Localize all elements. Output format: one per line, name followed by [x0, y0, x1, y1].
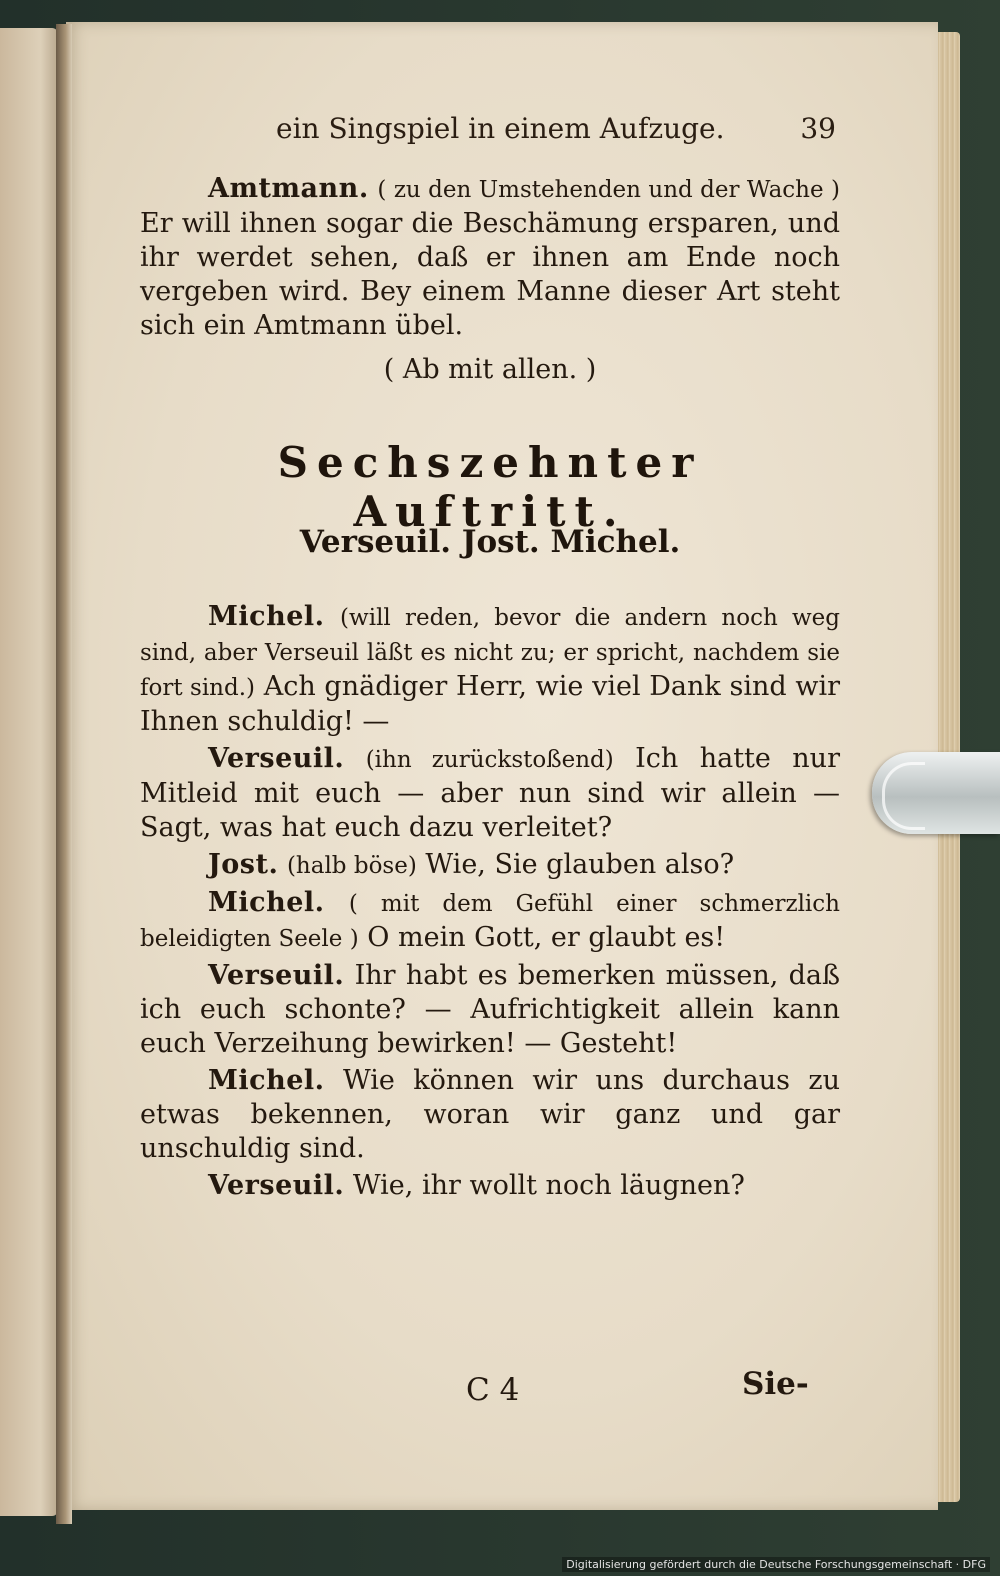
speaker-name: Michel.: [208, 601, 325, 632]
book-gutter: [56, 24, 72, 1524]
page-clip: [872, 752, 1000, 834]
dialogue-line: [140, 848, 840, 883]
running-head: [276, 112, 836, 145]
dialogue-line: [140, 959, 840, 1061]
signature-mark: C 4: [466, 1372, 520, 1408]
dialogue: [140, 600, 840, 1206]
speaker-name: Verseuil.: [208, 960, 345, 991]
dialogue-text: Wie können wir uns durchaus zu etwas bekennen, woran wir ganz und gar unschuldig sind.: [140, 1065, 840, 1164]
speaker-name: Verseuil.: [208, 1170, 345, 1201]
page-number: 39: [800, 112, 836, 145]
dialogue-line: [140, 742, 840, 845]
exit-direction: ( Ab mit allen. ): [383, 354, 597, 385]
dialogue-text: Ach gnädiger Herr, wie viel Dank sind wir Ihnen schuldig! —: [140, 671, 840, 737]
dialogue-line: [140, 600, 840, 739]
left-page-edge: [0, 28, 58, 1516]
catchword: Sie-: [742, 1366, 809, 1402]
speaker-name: Michel.: [208, 887, 325, 918]
stage-direction: ( zu den Umstehenden und der Wache ): [377, 177, 840, 203]
digitization-credit: Digitalisierung gefördert durch die Deutsche Forschungsgemeinschaft · DFG: [562, 1557, 990, 1572]
stage-direction: (will reden, bevor die andern noch weg sind, aber Verseuil läßt es nicht zu; er spricht, nachdem sie fort sind.): [140, 605, 840, 701]
dialogue-line: [140, 1064, 840, 1166]
stage-direction: ( mit dem Gefühl einer schmerzlich beleidigten Seele ): [140, 891, 840, 952]
dialogue-line: [140, 886, 840, 956]
opening-speech: [140, 172, 840, 346]
scene-title: Sechszehnter Auftritt.: [277, 438, 703, 536]
dialogue-text: Wie, ihr wollt noch läugnen?: [352, 1170, 745, 1201]
speaker-name: Verseuil.: [208, 743, 345, 774]
speech-paragraph: [140, 172, 840, 343]
stage-direction: (ihn zurückstoßend): [365, 747, 614, 773]
dialogue-text: O mein Gott, er glaubt es!: [367, 922, 726, 953]
speaker-name: Michel.: [208, 1065, 325, 1096]
scene-cast: Verseuil. Jost. Michel.: [299, 524, 681, 560]
speaker-name: Amtmann.: [208, 173, 369, 204]
running-head-title: ein Singspiel in einem Aufzuge.: [276, 112, 725, 145]
dialogue-text: Ihr habt es bemerken müssen, daß ich euch schonte? — Aufrichtigkeit allein kann euch Verzeihung bewirken! — Gesteht!: [140, 960, 840, 1059]
stage-direction: (halb böse): [286, 853, 417, 879]
dialogue-text: Wie, Sie glauben also?: [425, 849, 735, 880]
dialogue-line: [140, 1169, 840, 1203]
speaker-name: Jost.: [208, 849, 279, 880]
speech-text: Er will ihnen sogar die Beschämung ersparen, und ihr werdet sehen, daß er ihnen am Ende noch vergeben wird. Bey einem Manne dieser Art steht sich ein Amtmann übel.: [140, 208, 840, 341]
dialogue-text: Ich hatte nur Mitleid mit euch — aber nun sind wir allein — Sagt, was hat euch dazu verleitet?: [140, 743, 840, 843]
